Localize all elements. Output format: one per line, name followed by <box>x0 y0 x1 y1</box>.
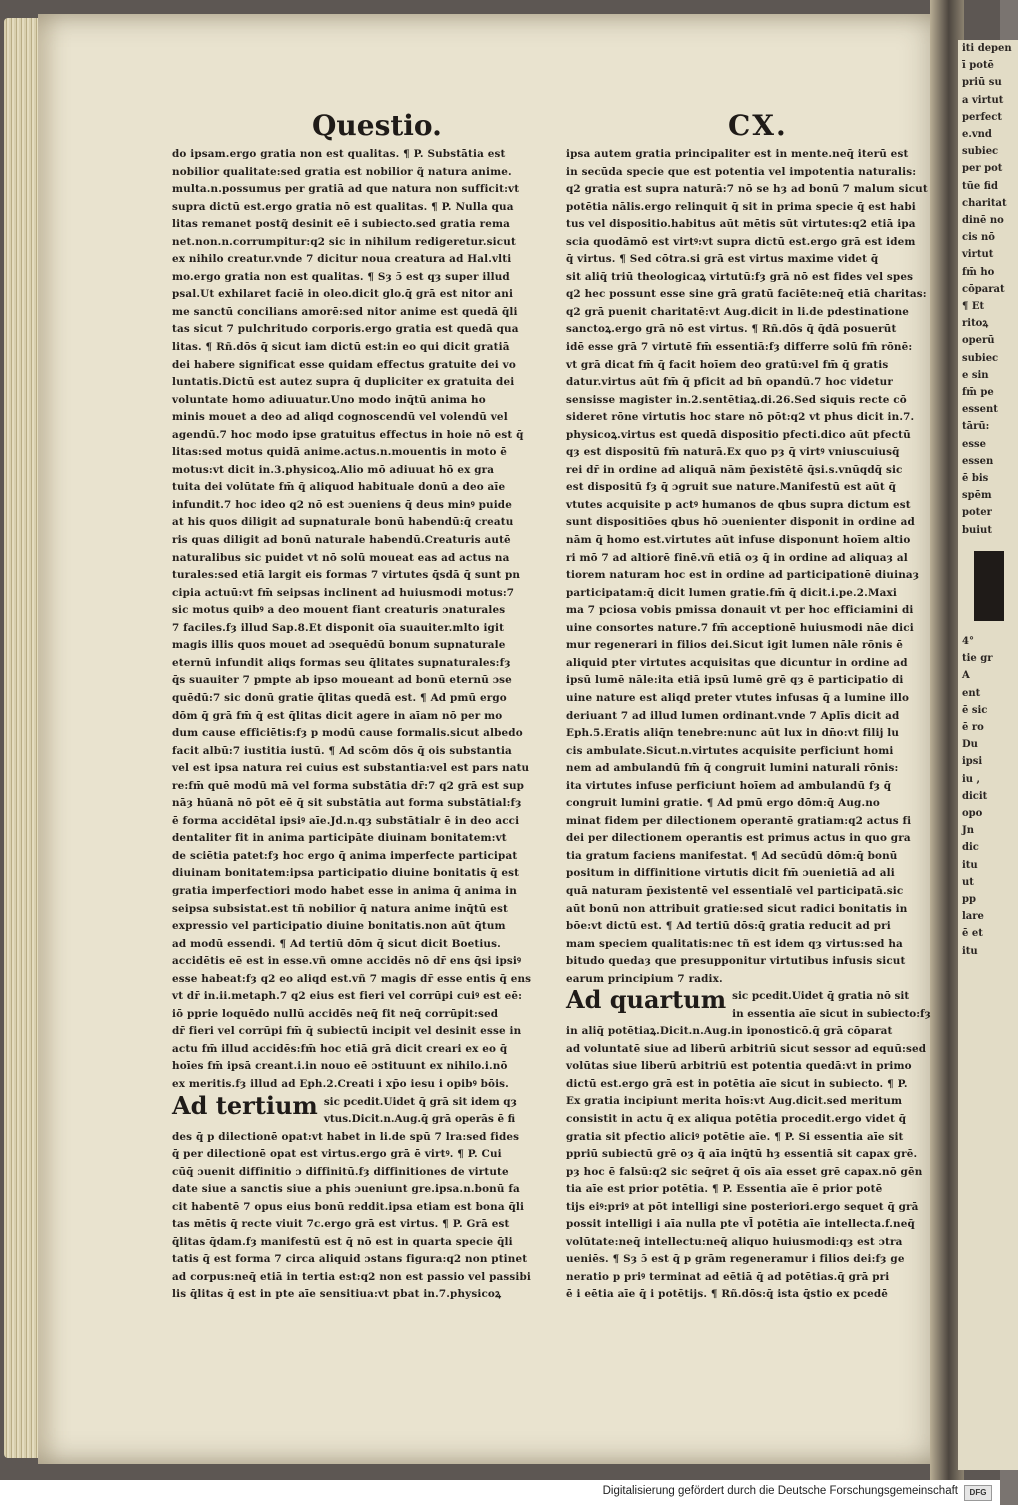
text-line: Eph.5.Eratis aliq̄n tenebre:nunc aūt lux in dn̄o:vt filij lu <box>566 727 900 740</box>
text-line: bōe:vt dictū est. ¶ Ad tertiū dōs:q̄ gratia reducit ad pri <box>566 920 891 933</box>
margin-text-fragment: lare <box>962 911 984 923</box>
text-line: sideret rōne virtutis hoc stare nō pōt:q2 vt phus dicit in.7. <box>566 411 915 424</box>
text-line: Ex gratia incipiunt merita hoīs:vt Aug.dicit.sed meritum <box>566 1095 903 1108</box>
margin-text-fragment: spēm <box>962 490 992 502</box>
text-line: tijs eiꝰ:priꝰ at pōt intelligi sine posteriori.ergo sequet q̄ grā <box>566 1200 919 1213</box>
text-line: turales:sed etiā largit eis formas 7 virtutes q̄sdā q̄ sunt pn <box>172 569 521 582</box>
margin-text-fragment: buiut <box>962 524 992 536</box>
text-line: ueniēs. ¶ Sȝ ɔ̄ est q̄ p grām regeneramur i filios dei:fȝ ge <box>566 1253 905 1266</box>
text-line: iō pprie loquēdo nullū accidēs neq̄ fit neq̄ corrūpit:sed <box>172 1007 499 1020</box>
digitization-footer <box>0 1480 1000 1505</box>
text-line: gratia imperfectiori modo habet esse in anima q̄ anima in <box>172 884 517 897</box>
text-line: accidētis eē est in esse.vñ omne accidēs nō dr̄ ens q̄si ipsiꝰ <box>172 955 522 968</box>
text-line: de sciētia patet:fȝ hoc ergo q̄ anima imperfecte participat <box>172 849 518 862</box>
text-line: deriuant 7 ad illud lumen ordinant.vnde 7 Aplīs dicit ad <box>566 709 900 722</box>
margin-text-fragment: dinē no <box>962 215 1004 227</box>
text-line: q̄ virtus. ¶ Sed cōtra.si grā est virtus maxime videt q̄ <box>566 253 879 266</box>
margin-text-fragment: tārū: <box>962 421 990 433</box>
margin-text-fragment: charitat <box>962 197 1007 209</box>
margin-text-fragment: ipsi <box>962 756 983 768</box>
text-line: bitudo quedaȝ que presupponitur virtutibus infusis sicut <box>566 955 906 968</box>
margin-text-fragment: itu <box>962 945 978 957</box>
text-line: dictū est.ergo grā est in potētia aīe sicut in subiecto. ¶ P. <box>566 1077 908 1090</box>
right-page-fragment <box>958 40 1018 1470</box>
text-line: dōm q̄ grā fm̄ q̄ est q̄litas dicit agere in aīam nō per mo <box>172 709 503 722</box>
margin-text-fragment: ē bis <box>962 473 989 485</box>
margin-text-fragment: e.vnd <box>962 129 992 141</box>
text-line: minat fidem per dilectionem operantē gratiam:q2 actus fi <box>566 814 912 827</box>
text-line: tiorem naturam hoc est in ordine ad participationē diuinaȝ <box>566 569 920 582</box>
text-line: ri mō 7 ad altiorē finē.vñ etiā oȝ q̄ in ordine ad aliquaȝ al <box>566 551 908 564</box>
ad-quartum-initial-heading: Ad quartum <box>566 985 727 1015</box>
text-line: esse habeat:fȝ q2 eo aliqd est.vñ 7 magis dr̄ esse entis q̄ ens <box>172 972 532 985</box>
text-line: aūt bonū non attribuit gratie:sed sicut radici bonitatis in <box>566 902 908 915</box>
margin-text-fragment: esse <box>962 438 986 450</box>
text-line: sensisse magister in.2.sentētiaꝝ.di.26.Sed siquis recte cō <box>566 393 907 406</box>
text-line: tatis q̄ est forma 7 circa aliquid ɔstans figura:q2 non ptinet <box>172 1253 528 1266</box>
text-line: datur.virtus aūt fm̄ q̄ pficit ad bn̄ opandū.7 hoc videtur <box>566 376 893 389</box>
text-line: ē i eētia aīe q̄ i potētijs. ¶ Rñ.dōs:q̄ ista q̄stio ex pcedē <box>566 1288 889 1301</box>
text-line: sanctoꝝ.ergo grā nō est virtus. ¶ Rñ.dōs q̄ q̄dā posuerūt <box>566 323 897 336</box>
text-line: vtus.Dicit.n.Aug.q̄ grā operās ē fi <box>323 1113 516 1126</box>
text-line: facit albū:7 iustitia iustū. ¶ Ad scōm dōs q̄ ois substantia <box>172 744 512 757</box>
text-line: tas sicut 7 pulchritudo corporis.ergo gratia est quedā qua <box>172 323 519 336</box>
right-text-column <box>566 146 936 1304</box>
text-line: ex nihilo creatur.vnde 7 dicitur noua creatura ad Hal.vlti <box>172 253 512 266</box>
text-line: cis ambulate.Sicut.n.virtutes acquisite perficiunt homi <box>566 744 894 757</box>
text-line: sunt dispositiōes qbus hō ɔuenienter disponit in ordine ad <box>566 516 915 529</box>
text-line: dr̄ fieri vel corrūpi fm̄ q̄ subiectū incipit vel desinit esse in <box>172 1025 522 1038</box>
margin-text-fragment: ē et <box>962 928 983 940</box>
margin-text-fragment: fm̄ ho <box>962 266 995 278</box>
text-line: ad voluntatē siue ad liberū arbitriū sicut sessor ad equū:sed <box>566 1042 927 1055</box>
text-line: rei dr̄ in ordine ad aliquā nām p̄existētē q̄si.s.vnūqdq̄ sic <box>566 463 903 476</box>
margin-text-fragment: essent <box>962 404 998 416</box>
ad-quartum-heading-row <box>566 985 936 1023</box>
text-line: actu fm̄ illud accidēs:fm̄ hoc etiā grā dicit creari ex eo q̄ <box>172 1042 508 1055</box>
text-line: sic pcedit.Uidet q̄ gratia nō sit <box>732 990 910 1003</box>
text-line: q2 gratia est supra naturā:7 nō se hȝ ad bonū 7 malum sicut <box>566 183 928 196</box>
margin-text-fragment: dicit <box>962 790 988 802</box>
text-line: date siue a sanctis siue a phis ɔueniunt gre.ipsa.n.bonū fa <box>172 1183 520 1196</box>
margin-text-fragment: ē ro <box>962 721 984 733</box>
text-line: litas:sed motus quidā anime.actus.n.mouentis in moto ē <box>172 446 508 459</box>
text-line: des q̄ p dilectionē opat:vt habet in li.de spū 7 lra:sed fides <box>172 1130 520 1143</box>
text-line: mur regenerari in filios dei.Sicut igit lumen nāle rōnis ē <box>566 639 904 652</box>
ad-tertium-initial-heading: Ad tertium <box>172 1090 318 1120</box>
text-line: vt grā dicat fm̄ q̄ facit hoīem deo gratū:vel fm̄ q̄ gratis <box>566 358 889 371</box>
text-line: idē esse grā 7 virtutē fm̄ essentiā:fȝ differre solū fm̄ rōnē: <box>566 341 913 354</box>
margin-text-fragment: 4° <box>962 635 974 647</box>
text-line: voluntate homo adiuuatur.Uno modo inq̄tū anima ho <box>172 393 486 406</box>
margin-text-fragment: cōparat <box>962 283 1005 295</box>
margin-text-fragment: fm̄ pe <box>962 387 994 399</box>
text-line: expressio vel participatio diuine bonitatis.non aūt q̄tum <box>172 920 506 933</box>
text-line: me sanctū concilians amorē:sed nitor anime est quedā q̄li <box>172 305 518 318</box>
text-line: gratia sit pfectio aliciꝰ potētie aīe. ¶ P. Si essentia aīe sit <box>566 1130 904 1143</box>
text-line: volūtas siue liberū arbitriū est potentia quedā:vt in primo <box>566 1060 912 1073</box>
text-line: supra dictū est.ergo gratia nō est qualitas. ¶ P. Nulla qua <box>172 200 514 213</box>
text-line: q̄litas q̄dam.fȝ manifestū est q̄ nō est in quarta specie q̄li <box>172 1235 513 1248</box>
text-line: tus vel dispositio.habitus aūt mētis sūt virtutes:q2 etiā ipa <box>566 218 916 231</box>
text-line: qȝ est dispositū fm̄ naturā.Ex quo pȝ q̄ virtꝰ vniuscuiusq̄ <box>566 446 900 459</box>
margin-text-fragment: subiec <box>962 352 999 364</box>
ad-tertium-side-text <box>324 1094 517 1129</box>
text-line: in secūda specie que est potentia vel impotentia naturalis: <box>566 165 917 178</box>
margin-text-fragment: ent <box>962 687 981 699</box>
text-line: neratio p priꝰ terminat ad eētiā q̄ ad potētias.q̄ grā pri <box>566 1270 890 1283</box>
ad-quartum-side-text <box>732 988 931 1023</box>
margin-text-fragment: pp <box>962 893 976 905</box>
text-line: luntatis.Dictū est autez supra q̄ dupliciter ex gratuita dei <box>172 376 515 389</box>
margin-text-fragment: subiec <box>962 146 999 158</box>
margin-text-fragment: priū su <box>962 77 1002 89</box>
margin-text-fragment: virtut <box>962 249 994 261</box>
margin-text-fragment: opo <box>962 807 983 819</box>
margin-text-fragment: Jn <box>962 825 975 837</box>
text-line: potētia nālis.ergo relinquit q̄ sit in prima specie q̄ est habi <box>566 200 916 213</box>
margin-text-fragment: per pot <box>962 163 1003 175</box>
margin-text-fragment: dic <box>962 842 979 854</box>
ad-tertium-heading-row <box>172 1090 542 1129</box>
dfg-logo: DFG <box>964 1485 992 1501</box>
text-line: diuinam bonitatem:ipsa participatio diuine bonitatis q̄ est <box>172 867 520 880</box>
text-line: mam speciem qualitatis:nec tñ est idem qȝ virtus:sed ha <box>566 937 903 950</box>
text-line: vtutes acquisite p actꝰ humanos de qbus supra dictum est <box>566 498 911 511</box>
text-line: ita virtutes infuse perficiunt hoīem ad ambulandū fȝ q̄ <box>566 779 892 792</box>
text-line: earum principium 7 radix. <box>566 972 723 985</box>
text-line: tuita dei volūtate fm̄ q̄ aliquod habituale donū a deo aīe <box>172 481 506 494</box>
text-line: uine consortes nature.7 fm̄ acceptionē huiusmodi nāe dici <box>566 621 914 634</box>
text-line: naturalibus sic puidet vt nō solū moueat eas ad actus na <box>172 551 510 564</box>
text-line: ex meritis.fȝ illud ad Eph.2.Creati i xp̄o iesu i opibꝰ bōis. <box>172 1077 509 1090</box>
text-line: in aliq̄ potētiaꝝ.Dicit.n.Aug.in iponosticō.q̄ grā cōparat <box>566 1025 893 1038</box>
text-line: hoīes fm̄ ipsā creant.i.in nouo eē ɔstituunt ex nihilo.i.nō <box>172 1060 508 1073</box>
text-line: 7 faciles.fȝ illud Sap.8.Et disponit oīa suauiter.mlto igit <box>172 621 505 634</box>
text-line: sic motus quibꝰ a deo mouent fiant creaturis ɔnaturales <box>172 604 506 617</box>
text-line: agendū.7 hoc modo ipse gratuitus effectus in hoie nō est q̄ <box>172 428 524 441</box>
text-line: net.non.n.corrumpitur:q2 sic in nihilum redigeretur.sicut <box>172 235 516 248</box>
margin-text-fragment: poter <box>962 507 992 519</box>
text-line: magis illis quos mouet ad ɔsequēdū bonum supnaturale <box>172 639 506 652</box>
text-line: dei habere significat esse quidam effectus gratuite dei vo <box>172 358 516 371</box>
margin-text-fragment: Du <box>962 739 978 751</box>
text-line: at his quos diligit ad supnaturale bonū habendū:q̄ creatu <box>172 516 514 529</box>
text-line: pȝ hoc ē falsū:q2 sic seq̄ret q̄ oīs aīa esset grē capax.nō gēn <box>566 1165 923 1178</box>
text-line: tas mētis q̄ recte viuit 7c.ergo grā est virtus. ¶ P. Grā est <box>172 1218 510 1231</box>
text-line: nāȝ hūanā nō pōt eē q̄ sit substātia aut forma substātial:fȝ <box>172 797 522 810</box>
text-line: psal.Ut exhilaret faciē in oleo.dicit glo.q̄ grā est nitor ani <box>172 288 514 301</box>
margin-text-fragment: ī potē <box>962 60 994 72</box>
left-text-column <box>172 146 542 1304</box>
margin-text-fragment: essen <box>962 455 994 467</box>
text-line: dei per dilectionem operantis est primus actus in quo gra <box>566 832 911 845</box>
text-line: lis q̄litas q̄ est in pte aīe sensitiua:vt pbat in.7.physicoꝝ <box>172 1288 502 1301</box>
text-line: tia gratum faciens manifestat. ¶ Ad secūdū dōm:q̄ bonū <box>566 849 898 862</box>
margin-text-fragment: tūe fid <box>962 180 998 192</box>
text-line: ppriū subiectū grē oȝ q̄ aīa inq̄tū hȝ essentiā sit capax grē. <box>566 1148 918 1161</box>
text-line: quā naturam p̄existentē vel essentialē vel participatā.sic <box>566 884 904 897</box>
text-line: nobilior qualitate:sed gratia est nobilior q̃ natura anime. <box>172 165 512 178</box>
text-line: minis mouet a deo ad aliqd cognoscendū vel volendū vel <box>172 411 508 424</box>
margin-text-fragment: a virtut <box>962 94 1004 106</box>
text-line: q2 hec possunt esse sine grā gratū faciēte:neq̄ etiā charitas: <box>566 288 927 301</box>
text-line: ipsa autem gratia principaliter est in mente.neq̄ iterū est <box>566 148 909 160</box>
text-line: q̄s suauiter 7 pmpte ab ipso moueant ad bonū eternū ɔse <box>172 674 512 687</box>
text-line: cūq̄ ɔuenit diffinitio ɔ diffinitū.fȝ diffinitiones de virtute <box>172 1165 509 1178</box>
text-line: mo.ergo gratia non est qualitas. ¶ Sȝ ɔ̄ est qȝ super illud <box>172 270 510 283</box>
woodcut-initial-block <box>974 551 1004 621</box>
folio-number: CX. <box>728 109 788 142</box>
margin-text-fragment: tie gr <box>962 653 993 665</box>
margin-text-fragment: ē sic <box>962 704 988 716</box>
margin-text-fragment: iti depen <box>962 43 1012 54</box>
text-line: do ipsam.ergo gratia non est qualitas. ¶ P. Substātia est <box>172 148 506 160</box>
text-line: seipsa subsistat.est tñ nobilior q̄ natura anime inq̄tū est <box>172 902 508 915</box>
text-line: sit aliq̄ triū theologicaꝝ virtutū:fȝ grā nō est fides vel spes <box>566 270 914 283</box>
margin-text-fragment: itu <box>962 859 978 871</box>
text-line: vt dr̄ in.ii.metaph.7 q2 eius est fieri vel corrūpi cuiꝰ est eē: <box>172 990 523 1003</box>
margin-text-fragment: cis nō <box>962 232 995 244</box>
text-line: participatam:q̄ dicit lumen gratie.fm̄ q̄ dicit.i.pe.2.Maxi <box>566 586 897 599</box>
text-line: litas remanet postq̃ desinit eē i subiecto.sed gratia rema <box>172 218 511 231</box>
margin-text-fragment: ritoꝝ <box>962 318 989 330</box>
margin-text-fragment: e sin <box>962 369 989 381</box>
text-line: cit habentē 7 opus eius bonū reddit.ipsa etiam est bona q̄li <box>172 1200 525 1213</box>
text-line: q2 grā puenit charitatē:vt Aug.dicit in li.de pdestinatione <box>566 305 910 318</box>
text-line: scia quodāmō est virtꝰ:vt supra dictū est.ergo grā est idem <box>566 235 916 248</box>
text-line: quēdū:7 sic donū gratie q̄litas quedā est. ¶ Ad pmū ergo <box>172 691 507 704</box>
text-line: tia aīe est prior potētia. ¶ P. Essentia aīe ē prior potē <box>566 1183 883 1196</box>
text-line: vel est ipsa natura rei cuius est substantia:vel est pars natu <box>172 762 530 775</box>
text-line: volūtate:neq̄ intellectu:neq̄ aliquo huiusmodi:qȝ est ɔtra <box>566 1235 903 1248</box>
text-line: positum in diffinitione virtutis dicit fm̄ ɔuenietiā ad ali <box>566 867 895 880</box>
text-line: litas. ¶ Rñ.dōs q̄ sicut iam dictū est:in eo qui dicit gratiā <box>172 341 510 354</box>
text-line: eternū infundit aliqs formas seu q̄litates supnaturales:fȝ <box>172 656 511 669</box>
running-head-left: Questio. <box>312 109 442 142</box>
text-line: ris quas diligit ad bonū naturale habendū.Creaturis autē <box>172 534 511 547</box>
text-line: nām q̄ homo est.virtutes aūt infuse disponunt hoīem altio <box>566 534 911 547</box>
text-line: possit intelligi i aīa nulla pte vl̄ potētia aīe intellecta.f.neq̄ <box>566 1218 915 1231</box>
text-line: motus:vt dicit in.3.physicoꝝ.Alio mō adiuuat hō ex gra <box>172 463 495 476</box>
text-line: ad modū essendi. ¶ Ad tertiū dōm q̄ sicut dicit Boetius. <box>172 937 501 950</box>
text-line: ad corpus:neq̄ etiā in tertia est:q2 non est passio vel passibi <box>172 1270 532 1283</box>
margin-text-fragment: A <box>962 670 970 682</box>
text-line: physicoꝝ.virtus est quedā dispositio pfecti.dico aūt pfectū <box>566 428 911 441</box>
margin-text-fragment: perfect <box>962 111 1002 123</box>
text-line: aliquid pter virtutes acquisitas que dicuntur in ordine ad <box>566 656 908 669</box>
margin-text-fragment: iu , <box>962 773 981 785</box>
text-line: est dispositū fȝ q̄ ɔgruit sue nature.Manifestū est aūt q̄ <box>566 481 897 494</box>
text-line: congruit lumini gratie. ¶ Ad pmū ergo dōm:q̄ Aug.no <box>566 797 880 810</box>
text-line: q̄ per dilectionē opat est virtus.ergo grā ē virtꝰ. ¶ P. Cui <box>172 1148 502 1161</box>
text-line: uine nature est aliqd preter vtutes infusas q̄ a lumine illo <box>566 691 910 704</box>
text-line: nem ad ambulandū fm̄ q̄ congruit lumini naturali rōnis: <box>566 762 899 775</box>
margin-text-fragment: ut <box>962 876 974 888</box>
margin-text-fragment: operū <box>962 335 995 347</box>
funding-credit: Digitalisierung gefördert durch die Deutsche Forschungsgemeinschaft <box>602 1485 958 1497</box>
margin-text-fragment: ¶ Et <box>962 301 985 313</box>
text-line: multa.n.possumus per gratiā ad que natura non sufficit:vt <box>172 183 520 196</box>
text-line: infundit.7 hoc ideo q2 nō est ɔueniens q̄ deus minꝰ puide <box>172 498 512 511</box>
text-line: dum cause efficiētis:fȝ p modū cause formalis.sicut albedo <box>172 727 523 740</box>
text-line: cipia actuū:vt fm̄ seipsas inclinent ad huiusmodi motus:7 <box>172 586 515 599</box>
text-line: ē forma accidētal ipsiꝰ aīe.Jd.n.qȝ substātialr ē in deo acci <box>172 814 520 827</box>
text-line: in essentia aīe sicut in subiecto:fȝ <box>732 1007 931 1020</box>
text-line: re:fm̄ quē modū mā vel forma substātia dr̄:7 q2 grā est sup <box>172 779 525 792</box>
text-line: ma 7 pciosa vobis pmissa donauit vt per hoc efficiamini di <box>566 604 914 617</box>
text-line: sic pcedit.Uidet q̄ grā sit idem qȝ <box>323 1095 517 1108</box>
text-line: ipsū lumē nāle:ita etiā ipsū lumē grē qȝ ē participatio di <box>566 674 904 687</box>
text-line: consistit in actu q̄ ex aliqua potētia procedit.ergo videt q̄ <box>566 1112 907 1125</box>
text-line: dentaliter fit in anima participāte diuinam bonitatem:vt <box>172 832 507 845</box>
